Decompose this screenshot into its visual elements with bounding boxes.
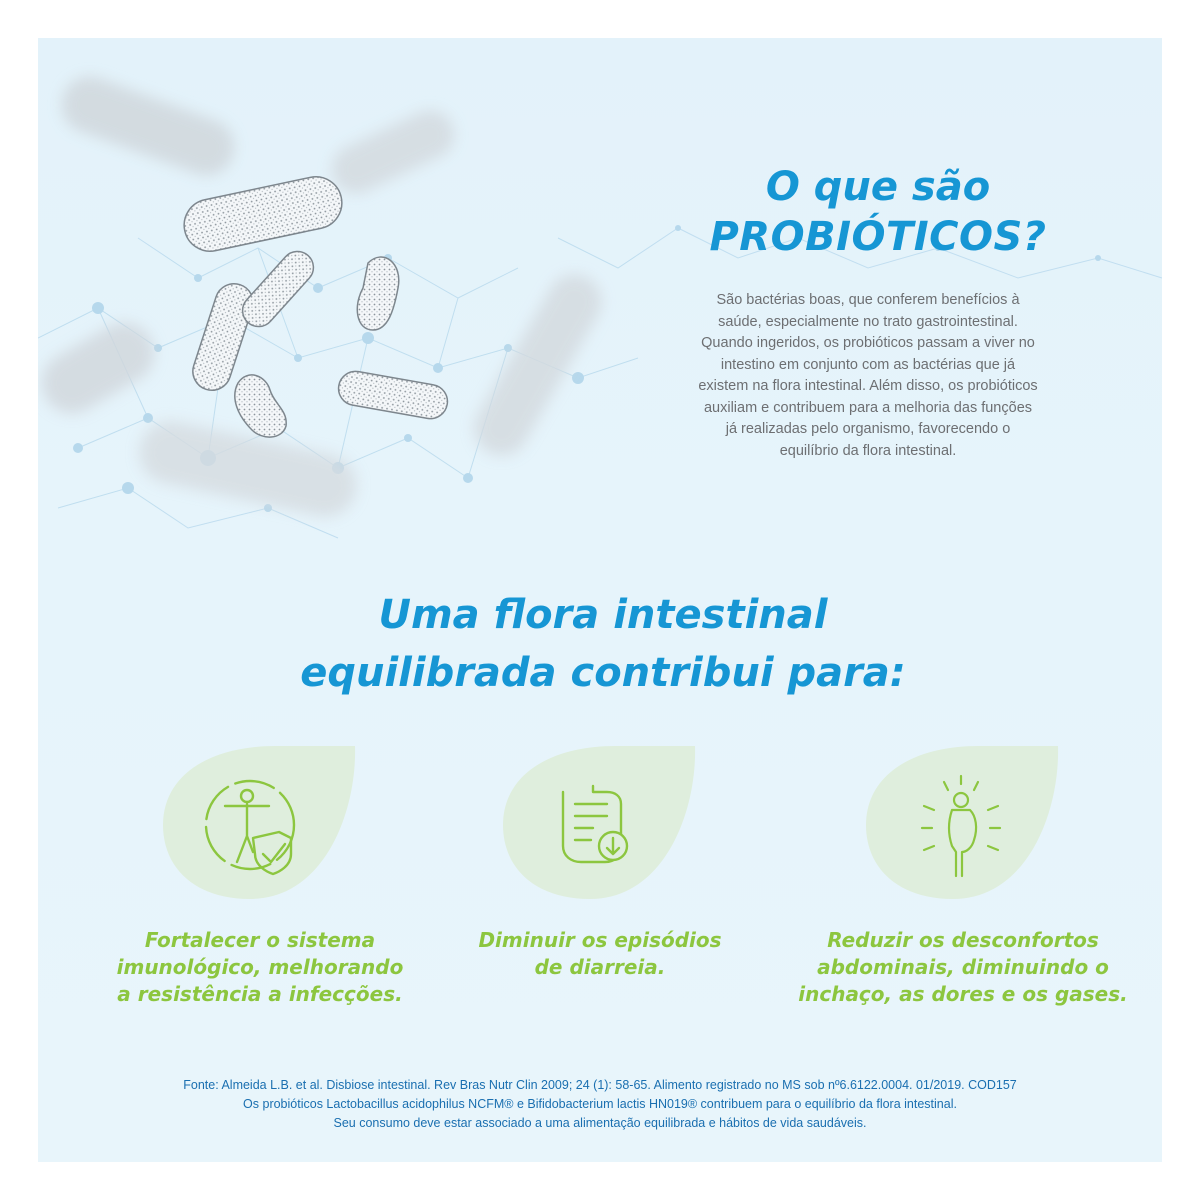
benefit-line: de diarreia.	[534, 955, 666, 979]
leaf-background	[155, 740, 365, 905]
benefit-text	[798, 927, 1128, 1008]
intro-line: intestino em conjunto com as bactérias que já	[720, 356, 1016, 373]
footer-line: Seu consumo deve estar associado a uma alimentação equilibrada e hábitos de vida saudáveis.	[333, 1116, 867, 1130]
benefit-diarrhea	[435, 740, 765, 981]
intro-line: saúde, especialmente no trato gastrointestinal.	[718, 313, 1018, 330]
benefit-line: Fortalecer o sistema	[144, 928, 376, 952]
benefit-text	[435, 927, 765, 981]
intro-line: equilíbrio da flora intestinal.	[779, 442, 957, 459]
benefit-immune	[95, 740, 425, 1008]
benefit-text	[95, 927, 425, 1008]
footer-disclaimer	[58, 1076, 1142, 1133]
footer-line: Fonte: Almeida L.B. et al. Disbiose intestinal. Rev Bras Nutr Clin 2009; 24 (1): 58-65. Alimento registrado no MS sob nº6.6122.0004. 01/2019. COD157	[183, 1078, 1017, 1092]
section-title-line-2: equilibrada contribui para:	[300, 650, 906, 696]
intro-line: São bactérias boas, que conferem benefícios à	[716, 292, 1020, 308]
intro-line: já realizadas pelo organismo, favorecendo o	[725, 421, 1011, 437]
section-title	[238, 586, 968, 702]
title-line-1: O que são	[765, 164, 991, 210]
benefit-line: inchaço, as dores e os gases.	[798, 982, 1128, 1006]
infographic-card	[38, 38, 1162, 1162]
benefit-line: a resistência a infecções.	[117, 982, 403, 1006]
footer-line: Os probióticos Lactobacillus acidophilus NCFM® e Bifidobacterium lactis HN019® contribuem para o equilíbrio da flora intestinal.	[243, 1097, 957, 1111]
intro-paragraph	[668, 290, 1068, 462]
intro-line: auxiliam e contribuem para a melhoria das funções	[703, 399, 1033, 416]
intro-line: Quando ingeridos, os probióticos passam a viver no	[701, 335, 1035, 351]
title-line-2: PROBIÓTICOS?	[709, 214, 1047, 260]
leaf-background	[858, 740, 1068, 905]
benefit-abdominal	[798, 740, 1128, 1008]
intro-line: existem na flora intestinal. Além disso, os probióticos	[698, 378, 1038, 394]
leaf-background	[495, 740, 705, 905]
benefit-line: abdominais, diminuindo o	[817, 955, 1109, 979]
page-title	[678, 162, 1078, 262]
section-title-line-1: Uma flora intestinal	[378, 592, 828, 638]
benefit-line: Reduzir os desconfortos	[827, 928, 1099, 952]
benefit-line: imunológico, melhorando	[116, 955, 404, 979]
benefit-line: Diminuir os episódios	[478, 928, 722, 952]
